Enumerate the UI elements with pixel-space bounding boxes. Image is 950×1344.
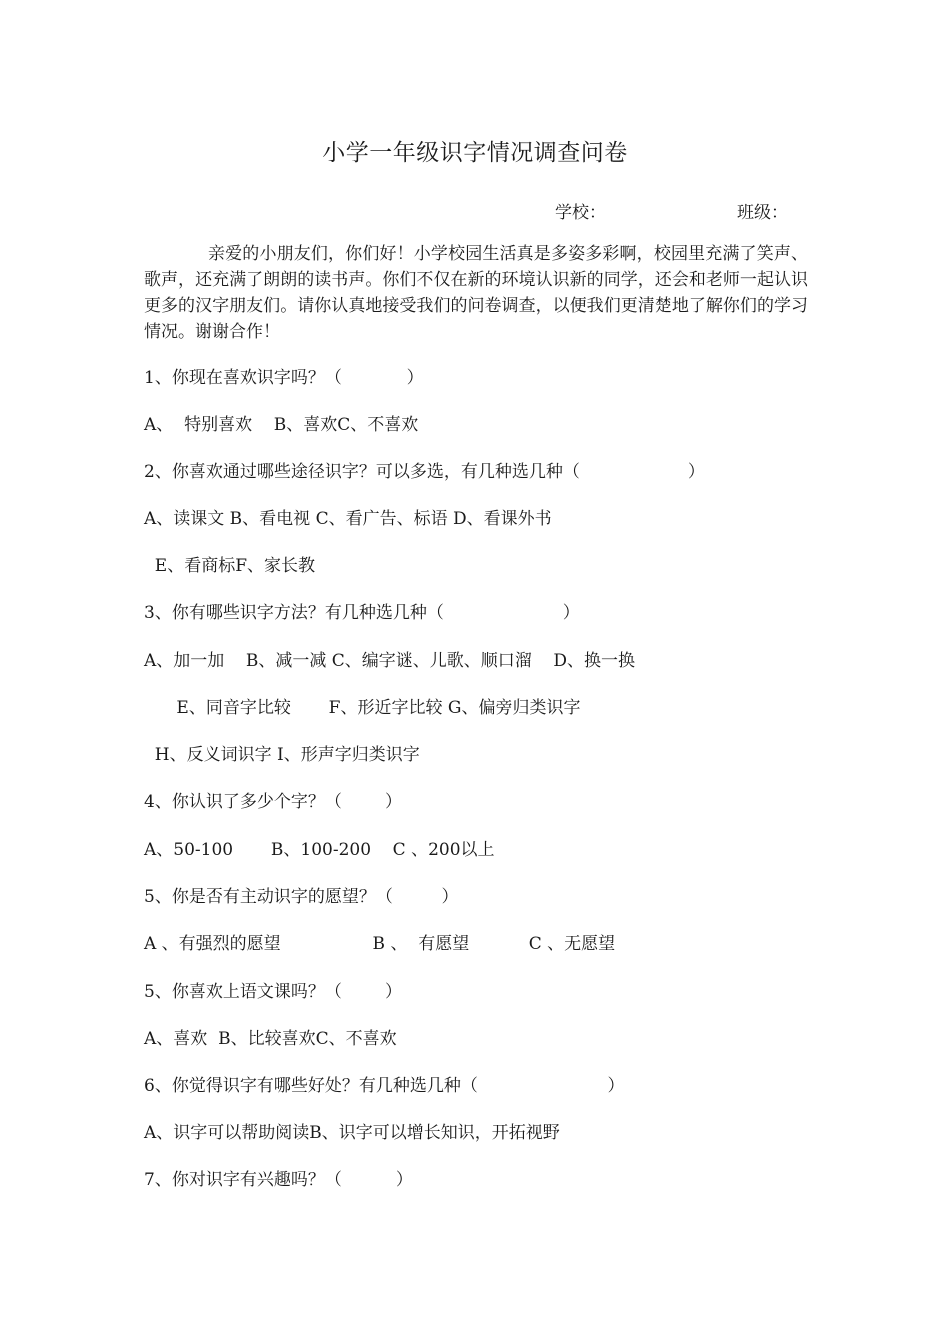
question-6-options: A、识字可以帮助阅读B、识字可以增长知识，开拓视野 — [144, 1123, 560, 1143]
document-title: 小学一年级识字情况调查问卷 — [322, 140, 628, 166]
question-5b-options: A、喜欢 B、比较喜欢C、不喜欢 — [144, 1029, 397, 1049]
intro-paragraph: 亲爱的小朋友们，你们好！小学校园生活真是多姿多彩啊，校园里充满了笑声、歌声，还充满了朗朗的读书声。你们不仅在新的环境认识新的同学，还会和老师一起认识更多的汉字朋友们。请你认真地接受我们的问卷调查，以便我们更清楚地了解你们的学习情况。谢谢合作！ — [144, 244, 808, 342]
question-2-options: A、读课文 B、看电视 C、看广告、标语 D、看课外书 — [144, 509, 552, 529]
question-3: 3、你有哪些识字方法？有几种选几种（ ） — [144, 603, 580, 623]
question-5b: 5、你喜欢上语文课吗？（ ） — [144, 982, 403, 1002]
question-1-options: A、 特别喜欢 B、喜欢C、不喜欢 — [144, 415, 419, 435]
question-4: 4、你认识了多少个字？（ ） — [144, 792, 403, 812]
question-3-options-cont-2: H、反义词识字 I、形声字归类识字 — [144, 745, 420, 765]
question-1: 1、你现在喜欢识字吗？（ ） — [144, 368, 424, 388]
question-3-options: A、加一加 B、减一减 C、编字谜、儿歌、顺口溜 D、换一换 — [144, 651, 636, 671]
question-7: 7、你对识字有兴趣吗？（ ） — [144, 1170, 413, 1190]
question-3-options-cont: E、同音字比较 F、形近字比较 G、偏旁归类识字 — [144, 698, 581, 718]
question-2-options-cont: E、看商标F、家长教 — [144, 556, 316, 576]
question-6: 6、你觉得识字有哪些好处？有几种选几种（ ） — [144, 1076, 625, 1096]
question-5a-options: A 、有强烈的愿望 B 、 有愿望 C 、无愿望 — [144, 934, 616, 954]
school-field-label: 学校： — [555, 203, 606, 223]
question-2: 2、你喜欢通过哪些途径识字？可以多选，有几种选几种（ ） — [144, 462, 705, 482]
question-4-options: A、50-100 B、100-200 C 、200以上 — [144, 840, 495, 860]
class-field-label: 班级： — [737, 203, 788, 223]
question-5a: 5、你是否有主动识字的愿望？（ ） — [144, 887, 459, 907]
